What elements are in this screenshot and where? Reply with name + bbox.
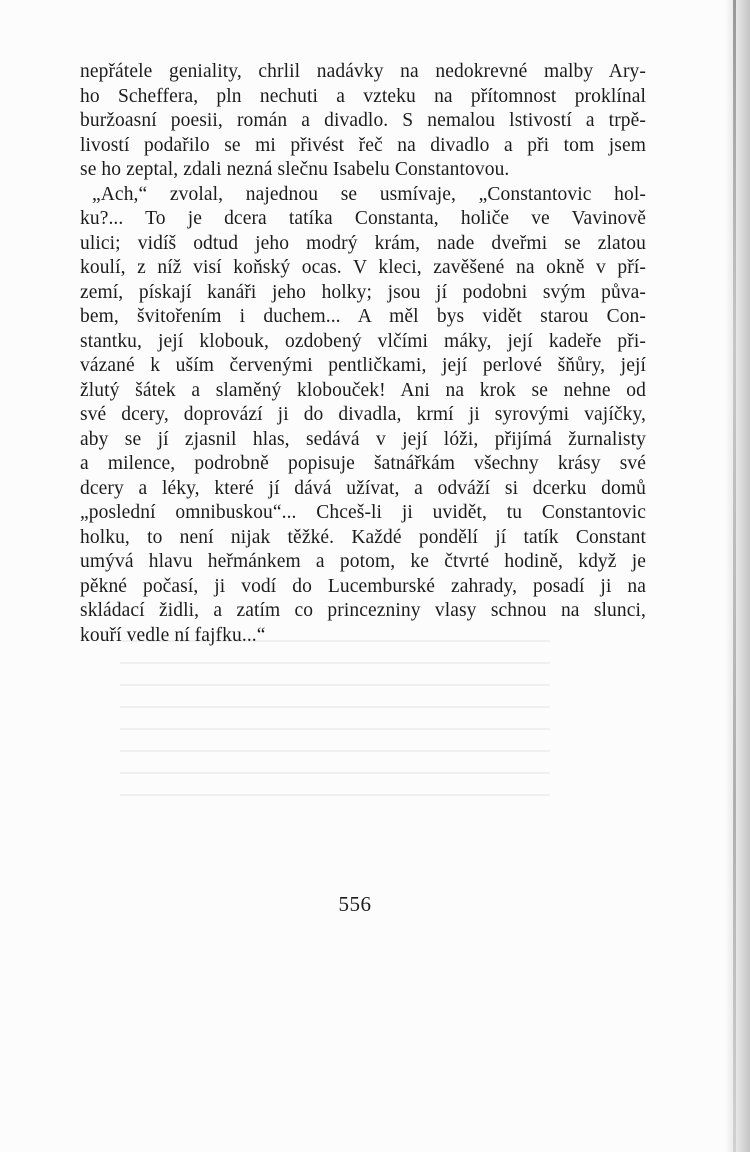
text-line: skládací židli, a zatím co princezniny vlasy schnou na slunci, <box>80 600 646 621</box>
page-gutter-line <box>733 0 736 1152</box>
text-line: „poslední omnibuskou“... Chceš-li ji uvidět, tu Constantovic <box>80 502 646 523</box>
body-text <box>80 60 646 648</box>
text-line: nepřátele geniality, chrlil nadávky na nedokrevné malby Ary- <box>80 61 646 82</box>
text-line: „Ach,“ zvolal, najednou se usmívaje, „Constantovic hol- <box>92 183 646 205</box>
text-line: umývá hlavu heřmánkem a potom, ke čtvrté hodině, když je <box>80 551 646 572</box>
text-line: své dcery, doprovází ji do divadla, krmí ji syrovými vajíčky, <box>80 404 646 425</box>
text-line: holku, to není nijak těžké. Každé pondělí jí tatík Constant <box>80 526 646 548</box>
text-line: bem, švitořením i duchem... A měl bys vidět starou Con- <box>80 306 646 327</box>
text-line: kouří vedle ní fajfku...“ <box>80 624 266 646</box>
text-line: vázané k uším červenými pentličkami, její perlové šňůry, její <box>80 355 646 376</box>
text-line: pěkné počasí, ji vodí do Lucemburské zahrady, posadí ji na <box>80 575 646 597</box>
text-line: koulí, z níž visí koňský ocas. V kleci, zavěšené na okně v pří- <box>80 257 646 278</box>
text-line: dcery a léky, které jí dává užívat, a odváží si dcerku domů <box>80 477 646 499</box>
text-line: buržoasní poesii, román a divadlo. S nemalou lstivostí a trpě- <box>80 110 646 131</box>
text-line: se ho zeptal, zdali nezná slečnu Isabelu Constantovou. <box>80 159 510 180</box>
text-line: stantku, její klobouk, ozdobený vlčími máky, její kadeře při- <box>80 330 646 352</box>
page-edge-shadow <box>724 0 750 1152</box>
text-line: aby se jí zjasnil hlas, sedává v její lóži, přijímá žurnalisty <box>80 428 646 450</box>
text-line: zemí, pískají kanáři jeho holky; jsou jí podobni svým půva- <box>80 281 646 303</box>
text-line: livostí podařilo se mi přivést řeč na divadlo a při tom jsem <box>80 134 646 156</box>
page-number: 556 <box>338 892 372 916</box>
show-through-texture <box>120 640 550 800</box>
text-line: ho Scheffera, pln nechuti a vzteku na přítomnost proklínal <box>80 85 646 107</box>
text-line: a milence, podrobně popisuje šatnářkám všechny krásy své <box>80 453 646 474</box>
text-line: ku?... To je dcera tatíka Constanta, holiče ve Vavinově <box>80 208 646 229</box>
text-line: žlutý šátek a slaměný klobouček! Ani na krok se nehne od <box>80 379 646 401</box>
text-line: ulici; vidíš odtud jeho modrý krám, nade dveřmi se zlatou <box>80 232 646 254</box>
